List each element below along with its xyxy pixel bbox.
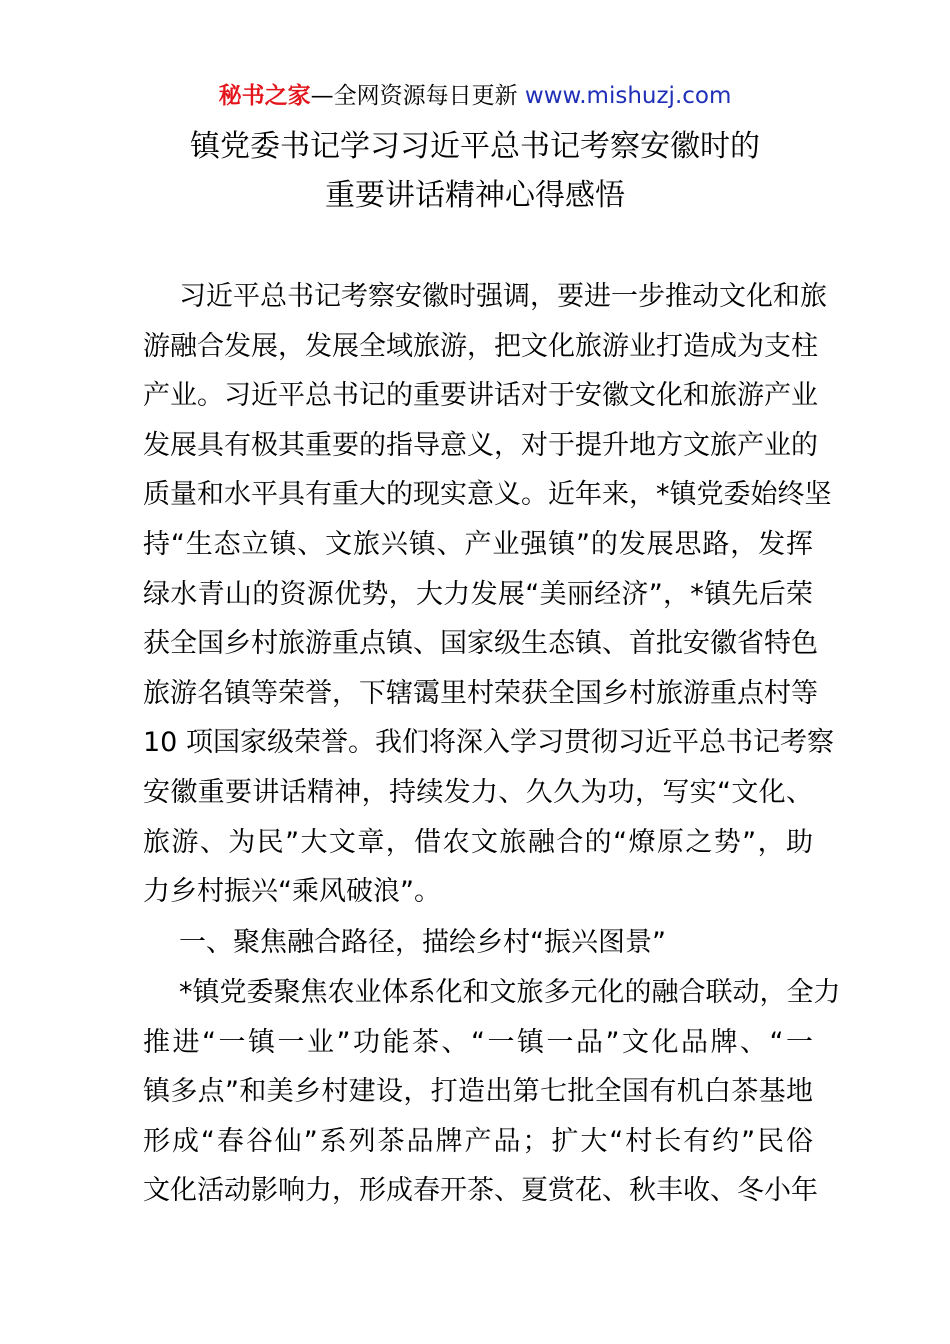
- text-line: 文化活动影响力，形成春开茶、夏赏花、秋丰收、冬小年: [143, 1175, 818, 1207]
- site-tagline: —全网资源每日更新: [310, 83, 518, 109]
- text-line: 旅游、为民”大文章，借农文旅融合的“燎原之势”，助: [143, 826, 813, 858]
- text-line: 推进“一镇一业”功能茶、“一镇一品”文化品牌、“一: [143, 1026, 813, 1058]
- text-line: 绿水青山的资源优势，大力发展“美丽经济”，*镇先后荣: [143, 578, 813, 610]
- section-heading-text: 一、聚焦融合路径，描绘乡村“振兴图景”: [179, 927, 666, 958]
- paragraph-2: [143, 968, 841, 1216]
- text-line: 10 项国家级荣誉。我们将深入学习贯彻习近平总书记考察: [143, 727, 834, 759]
- text-line: 镇多点”和美乡村建设，打造出第七批全国有机白茶基地: [143, 1076, 813, 1108]
- document-title-line-1: 镇党委书记学习习近平总书记考察安徽时的: [190, 129, 760, 164]
- text-line: 持“生态立镇、文旅兴镇、产业强镇”的发展思路，发挥: [143, 528, 813, 560]
- text-line: 产业。习近平总书记的重要讲话对于安徽文化和旅游产业: [143, 380, 818, 412]
- text-line: 游融合发展，发展全域旅游，把文化旅游业打造成为支柱: [143, 330, 818, 362]
- site-brand: 秘书之家: [218, 83, 311, 109]
- text-line: 习近平总书记考察安徽时强调，要进一步推动文化和旅: [179, 281, 827, 312]
- text-line: 发展具有极其重要的指导意义，对于提升地方文旅产业的: [143, 429, 818, 461]
- document-title-line-2: 重要讲话精神心得感悟: [325, 178, 625, 213]
- text-line: 获全国乡村旅游重点镇、国家级生态镇、首批安徽省特色: [143, 628, 818, 660]
- section-heading-1: [143, 918, 813, 968]
- text-line: 质量和水平具有重大的现实意义。近年来，*镇党委始终坚: [143, 479, 832, 511]
- text-line: 安徽重要讲话精神，持续发力、久久为功，写实“文化、: [143, 776, 813, 808]
- text-line: 旅游名镇等荣誉，下辖霭里村荣获全国乡村旅游重点村等: [143, 677, 818, 709]
- text-line: 力乡村振兴“乘风破浪”。: [143, 876, 441, 908]
- text-line: *镇党委聚焦农业体系化和文旅多元化的融合联动，全力: [179, 977, 841, 1008]
- text-line: 形成“春谷仙”系列茶品牌产品；扩大“村长有约”民俗: [143, 1125, 813, 1157]
- paragraph-1: [143, 272, 834, 917]
- site-header: [0, 80, 950, 112]
- site-url-link[interactable]: www.mishuzj.com: [524, 83, 732, 109]
